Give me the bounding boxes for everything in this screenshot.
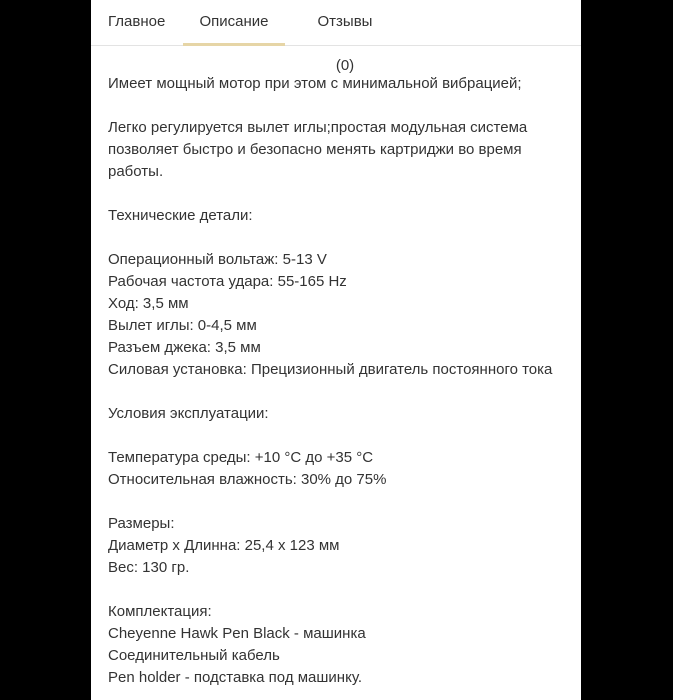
product-page: [91, 0, 581, 700]
section-heading-kit: Комплектация:: [108, 603, 212, 620]
description-content: [108, 73, 573, 689]
section-heading-conditions: Условия эксплуатации:: [108, 405, 269, 422]
tab-description[interactable]: Описание: [183, 0, 285, 45]
section-heading-tech: Технические детали:: [108, 207, 253, 224]
description-line: Имеет мощный мотор при этом с минимальной вибрацией;: [108, 75, 522, 92]
spec-line: Относительная влажность: 30% до 75%: [108, 471, 387, 488]
spec-line: Температура среды: +10 °С до +35 °С: [108, 449, 374, 466]
description-line: позволяет быстро и безопасно менять картриджи во время: [108, 141, 522, 158]
product-tabs: [91, 0, 581, 74]
spec-line: Вес: 130 гр.: [108, 559, 190, 576]
spec-line: Разъем джека: 3,5 мм: [108, 339, 261, 356]
spec-line: Ход: 3,5 мм: [108, 295, 189, 312]
section-heading-sizes: Размеры:: [108, 515, 175, 532]
spec-line: Операционный вольтаж: 5-13 V: [108, 251, 327, 268]
description-line: работы.: [108, 163, 164, 180]
tab-reviews[interactable]: Отзывы (0): [317, 13, 373, 74]
kit-item: Cheyenne Hawk Pen Black - машинка: [108, 625, 366, 642]
kit-item: Pen holder - подставка под машинку.: [108, 669, 362, 686]
tab-main[interactable]: Главное: [108, 13, 166, 30]
spec-line: Силовая установка: Прецизионный двигатель постоянного тока: [108, 361, 553, 378]
spec-line: Диаметр х Длинна: 25,4 х 123 мм: [108, 537, 340, 554]
spec-line: Вылет иглы: 0-4,5 мм: [108, 317, 257, 334]
kit-item: Соединительный кабель: [108, 647, 280, 664]
description-line: Легко регулируется вылет иглы;простая модульная система: [108, 119, 528, 136]
spec-line: Рабочая частота удара: 55-165 Hz: [108, 273, 347, 290]
